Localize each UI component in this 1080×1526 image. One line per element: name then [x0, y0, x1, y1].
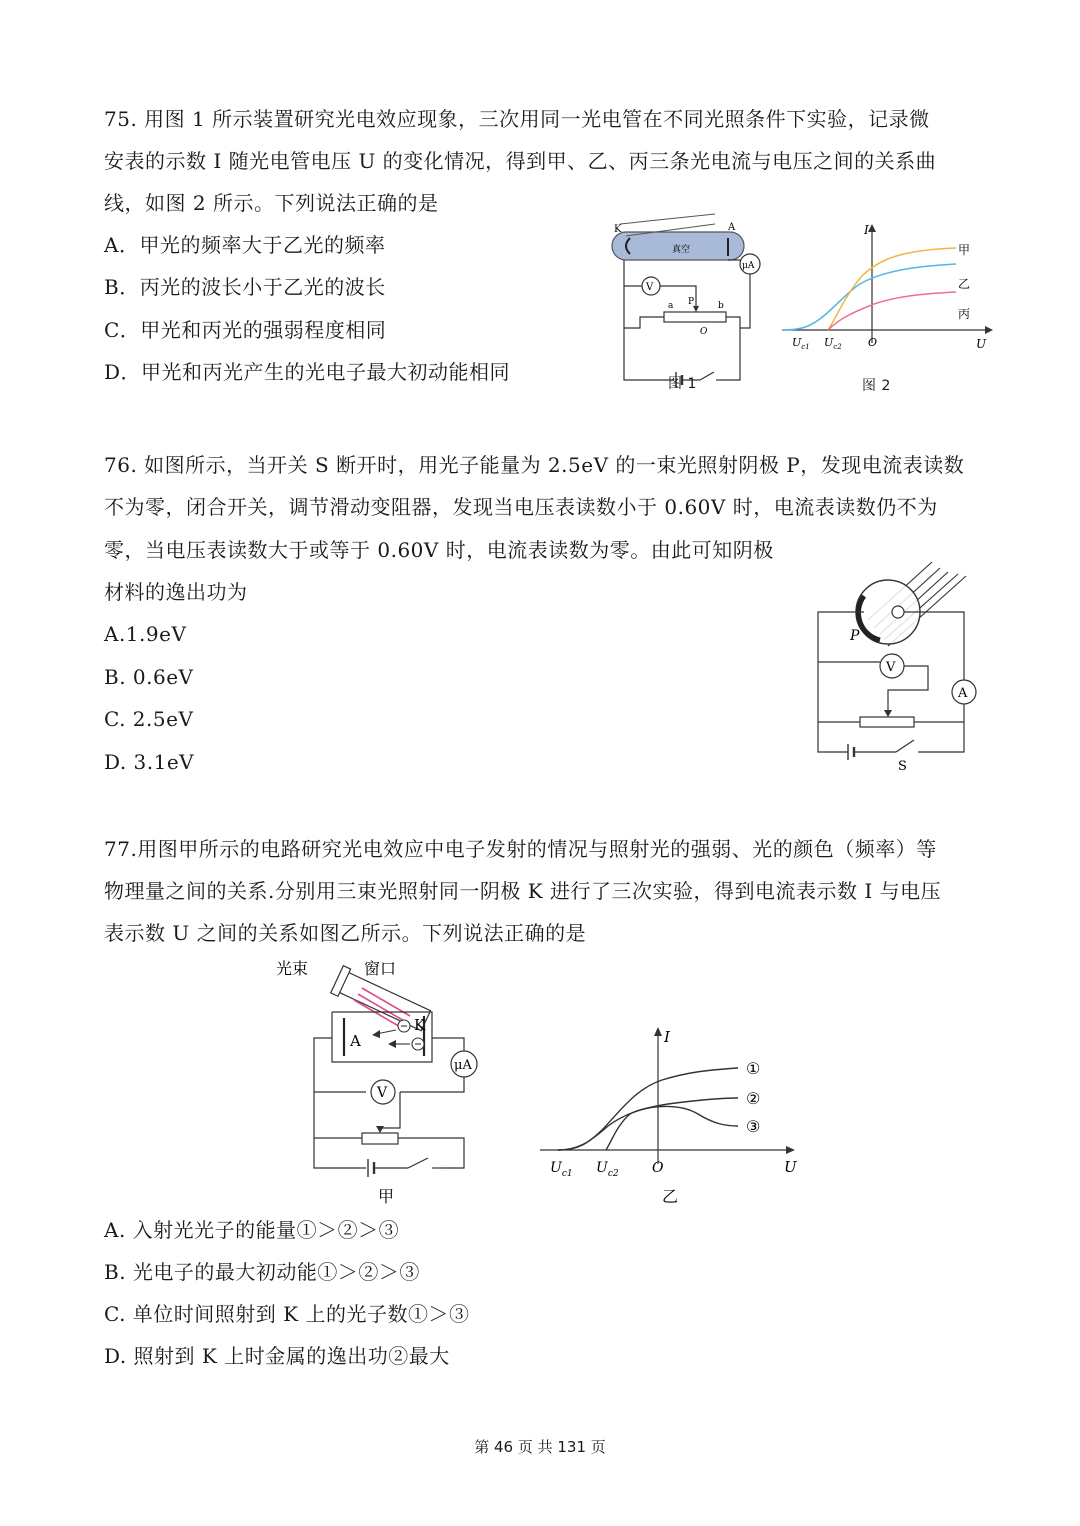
- q76-stem-line-2: 不为零，闭合开关，调节滑动变阻器，发现当电压表读数小于 0.60V 时，电流表读数仍不为: [104, 495, 938, 519]
- q77-option-d: D. 照射到 K 上时金属的逸出功②最大: [104, 1344, 450, 1368]
- q76-circuit-figure: [808, 560, 980, 775]
- q77-stem-line-1: 77.用图甲所示的电路研究光电效应中电子发射的情况与照射光的强弱、光的颜色（频率）等: [104, 837, 937, 861]
- anode: [892, 606, 904, 618]
- label-p: P: [688, 297, 695, 307]
- label-s: S: [898, 759, 907, 774]
- q75-fig1-caption: 图 1: [668, 376, 697, 392]
- label-o: O: [868, 336, 878, 349]
- q77-figure-yi-iu-graph: [538, 1024, 808, 1210]
- q77-stem-line-3: 表示数 U 之间的关系如图乙所示。下列说法正确的是: [104, 921, 587, 945]
- q77-option-a: A. 入射光光子的能量①＞②＞③: [104, 1218, 400, 1242]
- label-p: P: [850, 628, 860, 644]
- switch-icon: [700, 372, 714, 380]
- q76-option-d: D. 3.1eV: [104, 750, 195, 774]
- label-u: U: [976, 337, 987, 351]
- q76-option-a: A.1.9eV: [104, 622, 187, 646]
- q76-stem-line-1: 76. 如图所示，当开关 S 断开时，用光子能量为 2.5eV 的一束光照射阴极 P，发现电流表读数: [104, 453, 965, 477]
- label-uc2: $U_{c2}$: [824, 336, 842, 351]
- switch-icon: [896, 740, 914, 752]
- q77-figure-jia-circuit: [272, 952, 487, 1210]
- q75-option-d: D．甲光和丙光产生的光电子最大初动能相同: [104, 360, 511, 384]
- rheostat-icon: [860, 717, 914, 727]
- label-curve-2: ②: [746, 1089, 761, 1108]
- q75-stem-line-2: 安表的示数 I 随光电管电压 U 的变化情况，得到甲、乙、丙三条光电流与电压之间的关系曲: [104, 149, 937, 173]
- curve-3: [606, 1106, 738, 1150]
- q75-fig2-caption: 图 2: [862, 378, 891, 394]
- q75-stem-line-3: 线，如图 2 所示。下列说法正确的是: [104, 191, 439, 215]
- switch-icon: [408, 1158, 428, 1168]
- q76-option-c: C. 2.5eV: [104, 707, 194, 731]
- label-b: b: [718, 301, 724, 311]
- label-a: A: [958, 686, 968, 701]
- q75-option-a: A．甲光的频率大于乙光的频率: [104, 233, 386, 257]
- label-k: K: [414, 1016, 426, 1034]
- q75-stem-line-1: 75. 用图 1 所示装置研究光电效应现象，三次用同一光电管在不同光照条件下实验，记录微: [104, 107, 930, 131]
- label-window: 窗口: [364, 959, 397, 978]
- label-uc1: $U_{c1}$: [550, 1160, 573, 1179]
- q75-figure-2-iu-graph: [780, 218, 1000, 358]
- label-beam: 光束: [276, 959, 309, 978]
- curve-1: [558, 1068, 738, 1150]
- q75-option-c: C．甲光和丙光的强弱程度相同: [104, 318, 387, 342]
- curve-2: [558, 1098, 738, 1150]
- label-uc2: $U_{c2}$: [596, 1160, 619, 1179]
- label-jia: 甲: [958, 243, 971, 257]
- label-i: I: [664, 1028, 670, 1046]
- label-o: O: [700, 327, 708, 337]
- label-yi: 乙: [958, 277, 971, 291]
- label-bing: 丙: [958, 307, 971, 321]
- label-v: V: [886, 660, 896, 675]
- label-ua: μA: [742, 261, 755, 271]
- label-v: V: [377, 1085, 388, 1101]
- q75-option-b: B．丙光的波长小于乙光的波长: [104, 275, 386, 299]
- q77-stem-line-2: 物理量之间的关系.分别用三束光照射同一阴极 K 进行了三次实验，得到电流表示数 I 与电压: [104, 879, 942, 903]
- label-v: V: [646, 282, 654, 293]
- curve-jia: [828, 248, 956, 330]
- label-k: K: [614, 224, 622, 235]
- rheostat-icon: [664, 312, 726, 322]
- label-o: O: [652, 1160, 664, 1176]
- label-i: I: [864, 223, 869, 237]
- curve-yi: [782, 264, 956, 330]
- label-ua: μA: [454, 1058, 472, 1073]
- label-a: A: [728, 222, 736, 233]
- q76-option-b: B. 0.6eV: [104, 665, 194, 689]
- rheostat-icon: [362, 1133, 398, 1144]
- label-a-terminal: a: [668, 301, 674, 311]
- label-vacuum: 真空: [672, 245, 691, 255]
- q76-stem-line-3: 零，当电压表读数大于或等于 0.60V 时，电流表读数为零。由此可知阴极: [104, 538, 774, 562]
- page-footer: 第 46 页 共 131 页: [474, 1438, 606, 1456]
- caption-jia: 甲: [378, 1187, 395, 1206]
- label-curve-3: ③: [746, 1117, 761, 1136]
- label-uc1: $U_{c1}$: [792, 336, 810, 351]
- q76-stem-line-4: 材料的逸出功为: [104, 580, 248, 604]
- q75-figure-1-circuit: [600, 210, 780, 400]
- q77-option-b: B. 光电子的最大初动能①＞②＞③: [104, 1260, 420, 1284]
- label-u: U: [784, 1158, 797, 1176]
- q77-option-c: C. 单位时间照射到 K 上的光子数①＞③: [104, 1302, 470, 1326]
- caption-yi: 乙: [662, 1187, 679, 1206]
- label-curve-1: ①: [746, 1059, 761, 1078]
- label-a: A: [350, 1032, 361, 1050]
